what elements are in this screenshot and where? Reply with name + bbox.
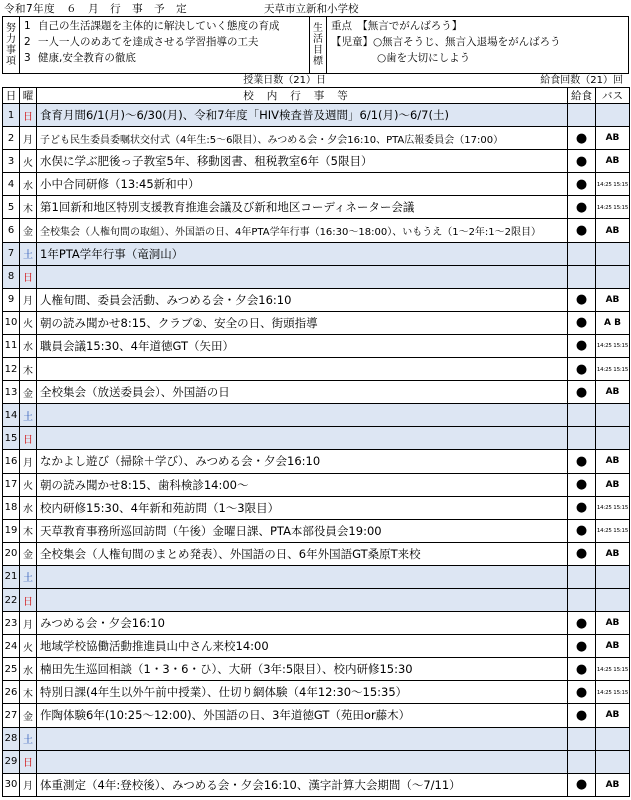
lunch-cell: ● (568, 173, 596, 196)
bus-cell (596, 242, 630, 265)
weekday-cell: 火 (20, 150, 37, 173)
table-row (3, 381, 630, 404)
weekday-cell: 金 (20, 219, 37, 242)
weekday-cell: 日 (20, 750, 37, 773)
bus-cell (596, 750, 630, 773)
lunch-cell: ● (568, 381, 596, 404)
effort-items (20, 17, 310, 73)
bus-cell: 14:25 15:15 (596, 658, 630, 681)
event-cell: 特別日課(4年生以外午前中授業）、仕切り網体験（4年12:30～15:35） (37, 681, 568, 704)
table-row (3, 196, 630, 219)
day-cell: 11 (3, 334, 20, 357)
weekday-cell: 木 (20, 519, 37, 542)
life-goal-label: 生 活 目 標 (310, 17, 327, 73)
weekday-cell: 土 (20, 404, 37, 427)
lunch-cell (568, 104, 596, 127)
bus-cell: 14:25 15:15 (596, 173, 630, 196)
bus-cell (596, 588, 630, 611)
day-cell: 7 (3, 242, 20, 265)
lunch-cell: ● (568, 358, 596, 381)
day-cell: 1 (3, 104, 20, 127)
effort-item: 3 健康,安全教育の徹底 (24, 52, 136, 64)
bus-cell (596, 265, 630, 288)
lunch-cell: ● (568, 450, 596, 473)
focus-line: 【児童】○無言そうじ、無言入退場をがんばろう (331, 36, 561, 48)
lunch-cell (568, 404, 596, 427)
table-row (3, 565, 630, 588)
bus-cell: AB (596, 473, 630, 496)
weekday-cell: 月 (20, 773, 37, 796)
event-cell (37, 358, 568, 381)
weekday-cell: 月 (20, 127, 37, 150)
bus-cell: AB (596, 704, 630, 727)
page-title: 令和7年度 ６ 月 行 事 予 定 (4, 2, 188, 15)
bus-header: バス (596, 88, 630, 104)
bus-cell: AB (596, 219, 630, 242)
event-cell (37, 750, 568, 773)
lunch-cell: ● (568, 288, 596, 311)
bus-cell: 14:25 15:15 (596, 358, 630, 381)
weekday-cell: 日 (20, 427, 37, 450)
event-cell: 楠田先生巡回相談（1・3・6・ひ）、大研（3年:5限目）、校内研修15:30 (37, 658, 568, 681)
weekday-cell: 木 (20, 681, 37, 704)
event-cell: 朝の読み聞かせ8:15、歯科検診14:00～ (37, 473, 568, 496)
weekday-cell: 土 (20, 242, 37, 265)
event-cell: 全校集会（人権旬間のまとめ発表）、外国語の日、6年外国語GT桑原T来校 (37, 542, 568, 565)
event-cell (37, 427, 568, 450)
bus-cell (596, 565, 630, 588)
table-row (3, 334, 630, 357)
title-bar (2, 0, 629, 16)
lunch-cell: ● (568, 150, 596, 173)
event-cell: 職員会議15:30、4年道徳GT（矢田） (37, 334, 568, 357)
table-row (3, 727, 630, 750)
event-cell: みつめる会・夕会16:10 (37, 612, 568, 635)
event-cell (37, 565, 568, 588)
weekday-cell: 金 (20, 381, 37, 404)
effort-item: 2 一人一人のめあてを達成させる学習指導の工夫 (24, 36, 259, 48)
day-cell: 8 (3, 265, 20, 288)
day-cell: 20 (3, 542, 20, 565)
lunch-cell (568, 750, 596, 773)
lunch-cell (568, 588, 596, 611)
table-row (3, 773, 630, 796)
event-cell: 第1回新和地区特別支援教育推進会議及び新和地区コーディネーター会議 (37, 196, 568, 219)
events-header: 校内行事等 (37, 88, 568, 104)
weekday-cell: 金 (20, 704, 37, 727)
day-cell: 21 (3, 565, 20, 588)
lunch-cell: ● (568, 658, 596, 681)
day-cell: 26 (3, 681, 20, 704)
bus-cell: AB (596, 542, 630, 565)
bus-cell: AB (596, 773, 630, 796)
weekday-header: 曜 (20, 88, 37, 104)
table-row (3, 404, 630, 427)
lunch-cell: ● (568, 196, 596, 219)
event-cell: 体重測定（4年:登校後）、みつめる会・夕会16:10、漢字計算大会期間（～7/11） (37, 773, 568, 796)
bus-cell (596, 104, 630, 127)
lunch-count: 給食回数（21）回 (540, 75, 623, 86)
lunch-cell: ● (568, 635, 596, 658)
life-goal-items (327, 17, 628, 73)
focus-line: 重点 【無言でがんばろう】 (331, 20, 463, 32)
day-cell: 3 (3, 150, 20, 173)
weekday-cell: 土 (20, 727, 37, 750)
focus-line: ○歯を大切にしよう (377, 52, 471, 64)
day-cell: 25 (3, 658, 20, 681)
lunch-cell (568, 242, 596, 265)
bus-cell: AB (596, 381, 630, 404)
table-row (3, 219, 630, 242)
table-row (3, 704, 630, 727)
weekday-cell: 火 (20, 635, 37, 658)
lunch-cell: ● (568, 704, 596, 727)
day-cell: 18 (3, 496, 20, 519)
schedule-page (2, 0, 629, 797)
lunch-cell: ● (568, 311, 596, 334)
lunch-cell: ● (568, 519, 596, 542)
weekday-cell: 水 (20, 658, 37, 681)
effort-item: 1 自己の生活課題を主体的に解決していく態度の育成 (24, 20, 280, 32)
weekday-cell: 水 (20, 173, 37, 196)
event-cell: 子ども民生委員委嘱状交付式（4年生:5～6限目）、みつめる会・夕会16:10、PTA広報委員会（17:00） (37, 127, 568, 150)
table-row (3, 542, 630, 565)
day-cell: 16 (3, 450, 20, 473)
bus-cell: AB (596, 612, 630, 635)
table-row (3, 635, 630, 658)
lunch-cell: ● (568, 612, 596, 635)
weekday-cell: 土 (20, 565, 37, 588)
weekday-cell: 木 (20, 196, 37, 219)
bus-cell: 14:25 15:15 (596, 496, 630, 519)
weekday-cell: 日 (20, 265, 37, 288)
lunch-cell: ● (568, 219, 596, 242)
table-row (3, 150, 630, 173)
day-cell: 29 (3, 750, 20, 773)
bus-cell: A B (596, 311, 630, 334)
day-cell: 14 (3, 404, 20, 427)
event-cell (37, 588, 568, 611)
day-cell: 17 (3, 473, 20, 496)
day-cell: 2 (3, 127, 20, 150)
table-row (3, 104, 630, 127)
lunch-cell: ● (568, 473, 596, 496)
event-cell (37, 265, 568, 288)
weekday-cell: 水 (20, 334, 37, 357)
weekday-cell: 水 (20, 496, 37, 519)
weekday-cell: 日 (20, 104, 37, 127)
event-cell (37, 404, 568, 427)
table-row (3, 288, 630, 311)
day-cell: 5 (3, 196, 20, 219)
lunch-cell (568, 565, 596, 588)
lunch-header: 給食 (568, 88, 596, 104)
table-row (3, 358, 630, 381)
table-row (3, 612, 630, 635)
day-cell: 4 (3, 173, 20, 196)
bus-cell: 14:25 15:15 (596, 681, 630, 704)
event-cell: 全校集会（人権旬間の取組）、外国語の日、4年PTA学年行事（16:30～18:00）、いもうえ（1～2年:1～2限目） (37, 219, 568, 242)
table-row (3, 242, 630, 265)
table-row (3, 173, 630, 196)
bus-cell: 14:25 15:15 (596, 196, 630, 219)
bus-cell: AB (596, 450, 630, 473)
bus-cell: 14:25 15:15 (596, 334, 630, 357)
event-cell: 食育月間6/1(月)～6/30(月)、令和7年度「HIV検査普及週間」6/1(月)～6/7(土) (37, 104, 568, 127)
table-row (3, 681, 630, 704)
day-cell: 10 (3, 311, 20, 334)
bus-cell (596, 404, 630, 427)
bus-cell: AB (596, 635, 630, 658)
event-cell: 水俣に学ぶ肥後っ子教室5年、移動図書、租税教室6年（5限目） (37, 150, 568, 173)
event-cell: 作陶体験6年(10:25～12:00)、外国語の日、3年道徳GT（苑田or藤木） (37, 704, 568, 727)
table-row (3, 473, 630, 496)
day-cell: 27 (3, 704, 20, 727)
lunch-cell (568, 265, 596, 288)
day-cell: 9 (3, 288, 20, 311)
weekday-cell: 火 (20, 311, 37, 334)
school-name: 天草市立新和小学校 (264, 2, 359, 15)
counts-bar (2, 74, 629, 87)
day-cell: 30 (3, 773, 20, 796)
lunch-cell: ● (568, 542, 596, 565)
table-row (3, 658, 630, 681)
day-cell: 24 (3, 635, 20, 658)
goals-section (2, 16, 629, 74)
day-header: 日 (3, 88, 20, 104)
table-row (3, 450, 630, 473)
table-row (3, 588, 630, 611)
weekday-cell: 火 (20, 473, 37, 496)
lunch-cell: ● (568, 334, 596, 357)
event-cell: 人権旬間、委員会活動、みつめる会・夕会16:10 (37, 288, 568, 311)
event-cell: 校内研修15:30、4年新和苑訪問（1～3限目） (37, 496, 568, 519)
bus-cell (596, 427, 630, 450)
table-row (3, 265, 630, 288)
event-cell: 朝の読み聞かせ8:15、クラブ②、安全の日、街頭指導 (37, 311, 568, 334)
table-row (3, 427, 630, 450)
day-cell: 28 (3, 727, 20, 750)
day-cell: 12 (3, 358, 20, 381)
weekday-cell: 月 (20, 612, 37, 635)
class-days: 授業日数（21）日 (243, 75, 326, 86)
bus-cell: AB (596, 150, 630, 173)
bus-cell (596, 727, 630, 750)
event-cell: 地域学校協働活動推進員山中さん来校14:00 (37, 635, 568, 658)
day-cell: 23 (3, 612, 20, 635)
lunch-cell: ● (568, 773, 596, 796)
bus-cell: AB (596, 127, 630, 150)
event-cell (37, 727, 568, 750)
day-cell: 15 (3, 427, 20, 450)
bus-cell: 14:25 15:15 (596, 519, 630, 542)
weekday-cell: 木 (20, 358, 37, 381)
day-cell: 13 (3, 381, 20, 404)
table-row (3, 750, 630, 773)
weekday-cell: 金 (20, 542, 37, 565)
day-cell: 22 (3, 588, 20, 611)
event-cell: 1年PTA学年行事（竜洞山） (37, 242, 568, 265)
event-cell: 全校集会（放送委員会）、外国語の日 (37, 381, 568, 404)
lunch-cell: ● (568, 496, 596, 519)
lunch-cell: ● (568, 681, 596, 704)
lunch-cell: ● (568, 127, 596, 150)
event-cell: 天草教育事務所巡回訪問（午後）金曜日課、PTA本部役員会19:00 (37, 519, 568, 542)
weekday-cell: 月 (20, 288, 37, 311)
event-cell: なかよし遊び（掃除＋学び）、みつめる会・夕会16:10 (37, 450, 568, 473)
schedule-table (2, 87, 630, 797)
lunch-cell (568, 427, 596, 450)
day-cell: 6 (3, 219, 20, 242)
table-row (3, 496, 630, 519)
lunch-cell (568, 727, 596, 750)
bus-cell: AB (596, 288, 630, 311)
table-row (3, 127, 630, 150)
table-row (3, 311, 630, 334)
effort-label: 努 力 事 項 (3, 17, 20, 73)
weekday-cell: 月 (20, 450, 37, 473)
weekday-cell: 日 (20, 588, 37, 611)
day-cell: 19 (3, 519, 20, 542)
event-cell: 小中合同研修（13:45新和中） (37, 173, 568, 196)
table-row (3, 519, 630, 542)
